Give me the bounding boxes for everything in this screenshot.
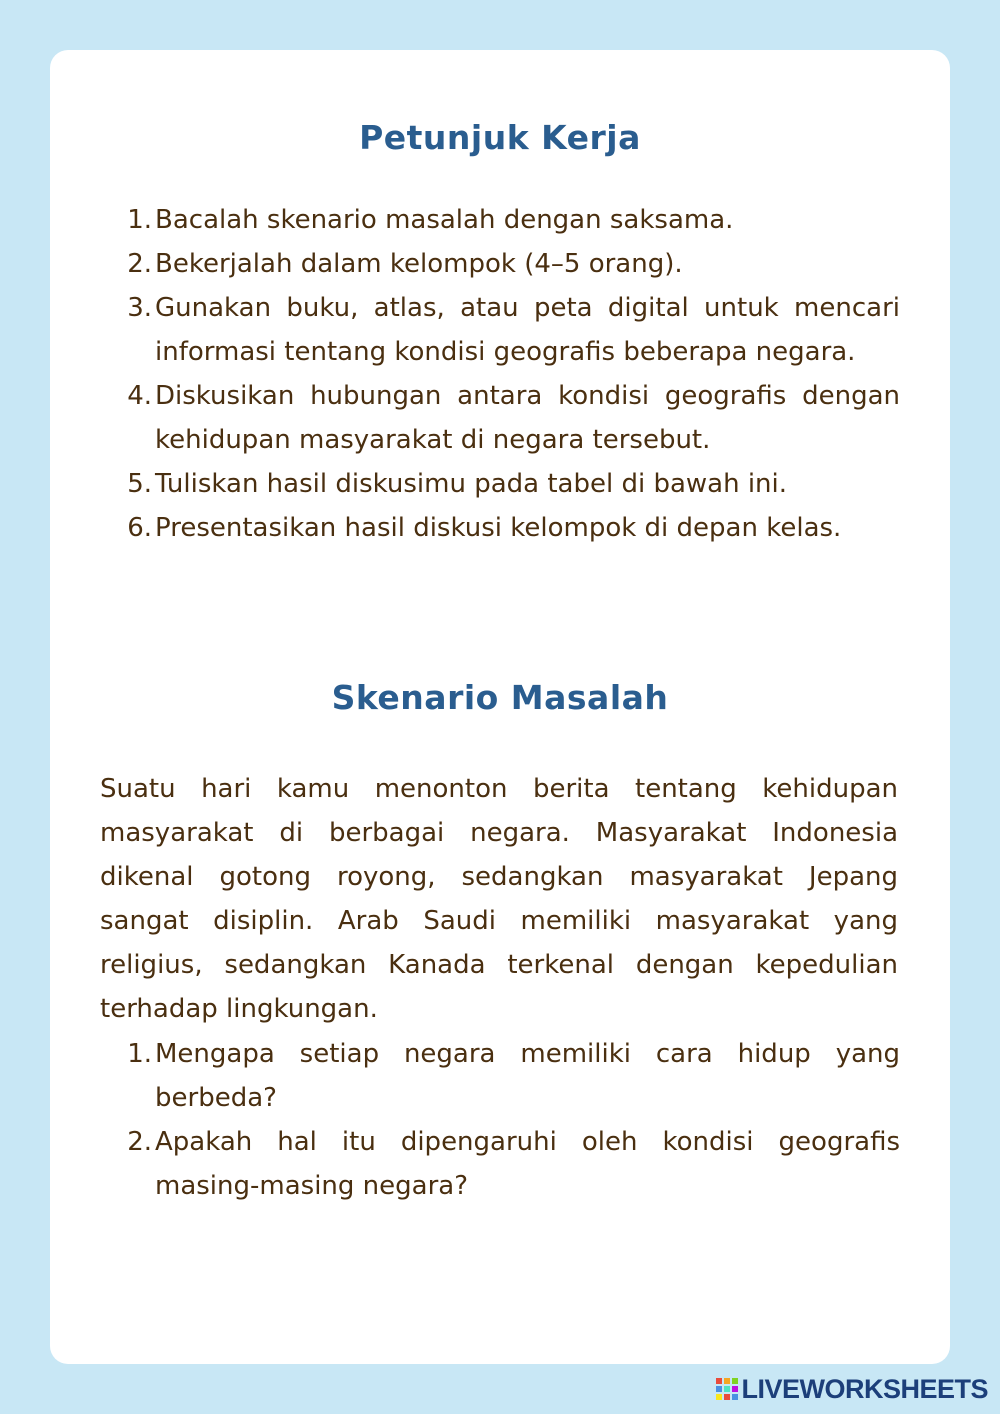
list-item-number: 4.	[127, 381, 152, 411]
list-item	[120, 1032, 900, 1120]
list-item	[120, 462, 900, 506]
list-item-number: 5.	[127, 469, 152, 499]
list-item	[120, 242, 900, 286]
liveworksheets-logo-icon	[716, 1378, 738, 1400]
list-item	[120, 1120, 900, 1208]
list-item-number: 2.	[127, 249, 152, 279]
liveworksheets-logo	[716, 1374, 988, 1404]
list-item-text: Diskusikan hubungan antara kondisi geografis dengan kehidupan masyarakat di negara tersebut.	[155, 381, 900, 455]
scenario-questions	[120, 1032, 900, 1208]
list-item-number: 3.	[127, 293, 152, 323]
scenario-title: Skenario Masalah	[331, 678, 669, 717]
list-item-text: Gunakan buku, atlas, atau peta digital untuk mencari informasi tentang kondisi geografis beberapa negara.	[155, 293, 900, 367]
list-item-text: Apakah hal itu dipengaruhi oleh kondisi geografis masing-masing negara?	[155, 1127, 900, 1201]
list-item	[120, 374, 900, 462]
liveworksheets-logo-text: LIVEWORKSHEETS	[741, 1373, 988, 1404]
worksheet-card	[50, 50, 950, 1364]
list-item	[120, 198, 900, 242]
scenario-paragraph: Suatu hari kamu menonton berita tentang kehidupan masyarakat di berbagai negara. Masyarakat Indonesia dikenal gotong royong, sedangkan masyarakat Jepang sangat disiplin. Arab Saudi memiliki masyarakat yang religius, sedangkan Kanada terkenal dengan kepedulian terhadap lingkungan.	[100, 774, 898, 1024]
list-item-number: 2.	[127, 1127, 152, 1157]
instructions-list	[120, 198, 900, 550]
list-item-text: Mengapa setiap negara memiliki cara hidup yang berbeda?	[155, 1039, 900, 1113]
list-item-text: Presentasikan hasil diskusi kelompok di depan kelas.	[155, 513, 842, 543]
list-item-text: Tuliskan hasil diskusimu pada tabel di bawah ini.	[155, 469, 788, 499]
list-item-number: 6.	[127, 513, 152, 543]
list-item	[120, 286, 900, 374]
list-item-number: 1.	[127, 1039, 152, 1069]
list-item-text: Bekerjalah dalam kelompok (4–5 orang).	[155, 249, 683, 279]
instructions-title: Petunjuk Kerja	[359, 118, 641, 157]
list-item-number: 1.	[127, 205, 152, 235]
list-item-text: Bacalah skenario masalah dengan saksama.	[155, 205, 734, 235]
list-item	[120, 506, 900, 550]
